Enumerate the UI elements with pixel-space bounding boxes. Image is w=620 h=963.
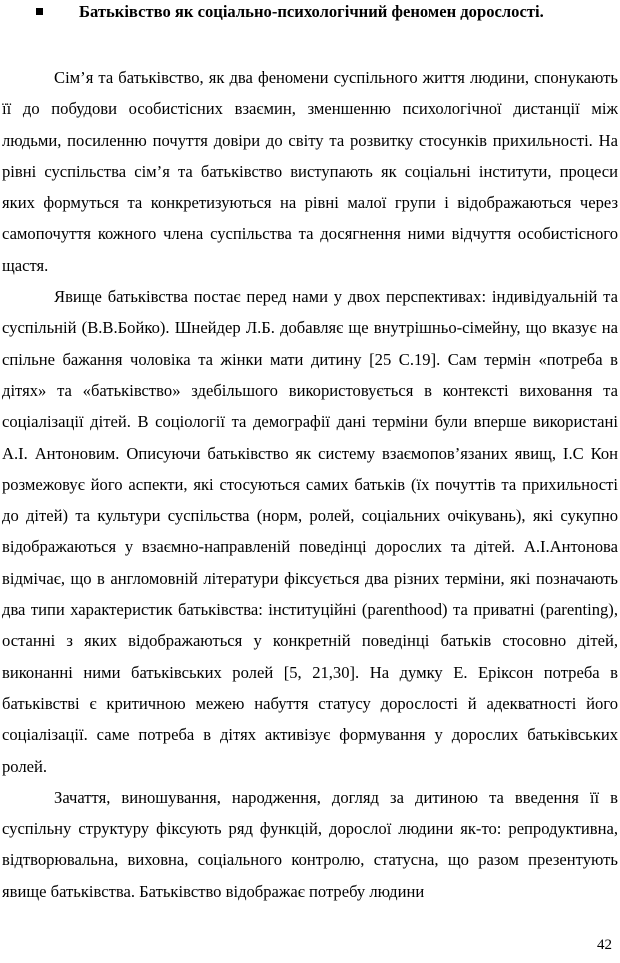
square-bullet-icon [36,8,43,15]
page-number: 42 [597,937,612,953]
section-heading [36,1,616,23]
body-text [2,62,618,907]
paragraph-parenthood-perspectives: Явище батьківства постає перед нами у двох перспективах: індивідуальній та суспільній (В.В.Бойко). Шнейдер Л.Б. добавляє ще внутрішньо-сімейну, що вказує на спільне бажання чоловіка та жінки мати дитину [25 С.19]. Сам термін «потреба в дітях» та «батьківство» здебільшого використовується в контексті виховання та соціалізації дітей. В соціології та демографії дані терміни були вперше використані А.І. Антоновим. Описуючи батьківство як систему взаємопов’язаних явищ, І.С Кон розмежовує його аспекти, які стосуються самих батьків (їх почуттів та прихильності до дітей) та культури суспільства (норм, ролей, соціальних очікувань), які сукупно відображаються у взаємно-направленій поведінці дорослих та дітей. А.І.Антонова відмічає, що в англомовній літератури фіксується два різних терміни, які позначають два типи характеристик батьківства: інституційні (parenthood) та приватні (parenting), останні з яких відображаються у конкретній поведінці батьків стосовно дітей, виконанні ними батьківських ролей [5, 21,30]. На думку Е. Еріксон потреба в батьківстві є критичною межею набуття статусу дорослості й адекватності його соціалізації. саме потреба в дітях активізує формування у дорослих батьківських ролей. [2,287,618,776]
section-heading-text: Батьківство як соціально-психологічний феномен дорослості. [79,2,544,21]
paragraph-parental-functions: Зачаття, виношування, народження, догляд за дитиною та введення її в суспільну структуру фіксують ряд функцій, дорослої людини як-то: репродуктивна, відтворювальна, виховна, соціального контролю, статусна, що разом презентують явище батьківства. Батьківство відображає потребу людини [2,787,618,901]
paragraph-family-and-parenthood: Сім’я та батьківство, як два феномени суспільного життя людини, спонукають її до побудови особистісних взаємин, зменшенню психологічної дистанції між людьми, посиленню почуття довіри до світу та розвитку стосунків прихильності. На рівні суспільства сім’я та батьківство виступають як соціальні інститути, процеси яких формуться та конкретизуються на рівні малої групи і відображаються через самопочуття кожного члена суспільства та досягнення ними відчуття особистісного щастя. [2,68,618,275]
